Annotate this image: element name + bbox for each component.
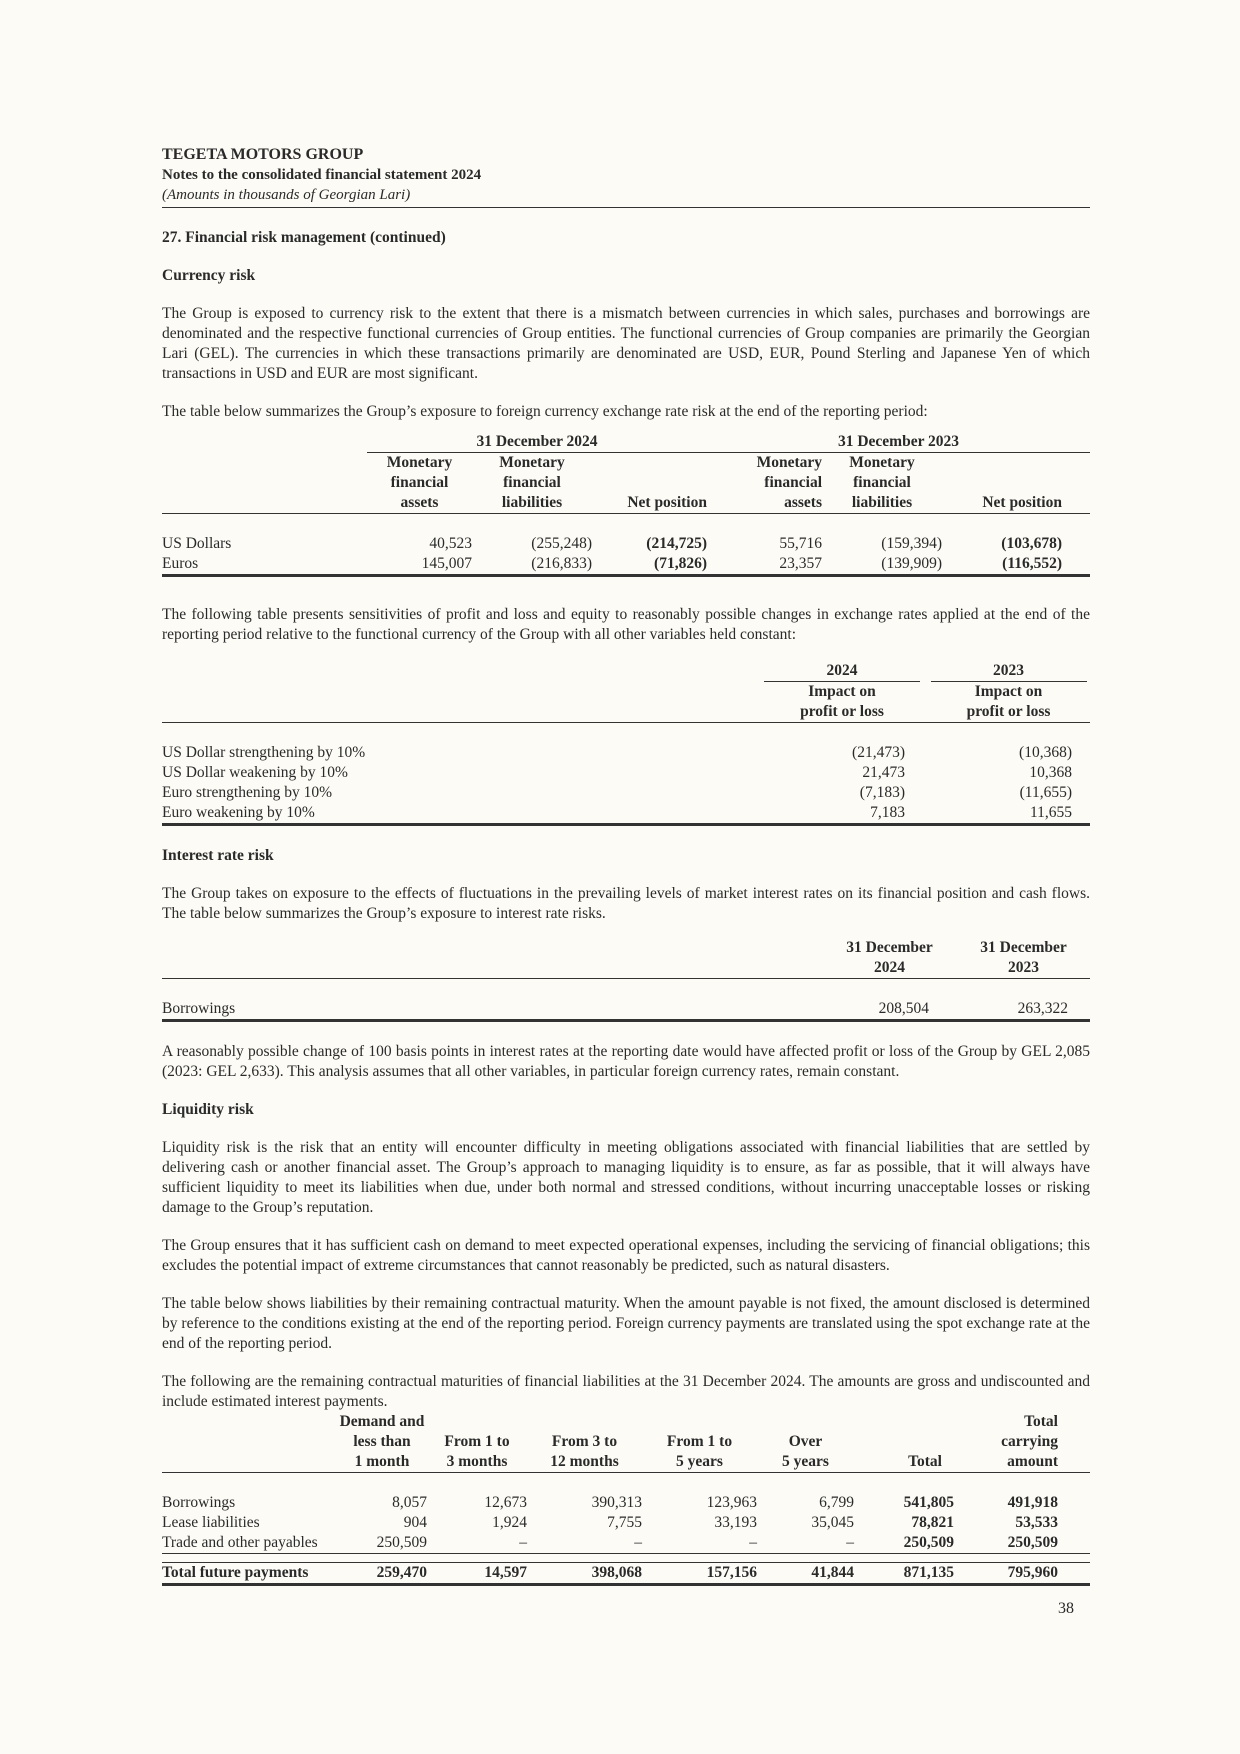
impact-2023-header — [927, 682, 1090, 723]
header-line: 2023 — [1008, 959, 1039, 976]
header-line: Monetary — [756, 454, 822, 471]
demand-header — [337, 1412, 427, 1473]
cell: 904 — [403, 1514, 427, 1531]
cell: – — [427, 1533, 527, 1554]
liquidity-risk-para-2: The Group ensures that it has sufficient cash on demand to meet expected operational expenses, including the servicing of financial obligations; this excludes the potential impact of extreme circumstances that cannot reasonably be predicted, such as natural disasters. — [162, 1237, 1090, 1274]
row-label: US Dollars — [162, 535, 232, 552]
cell: 871,135 — [854, 1563, 954, 1585]
notes-title: Notes to the consolidated financial statement 2024 — [162, 167, 482, 183]
cell: 35,045 — [811, 1514, 854, 1531]
header-line: 5 years — [676, 1453, 723, 1470]
cell: 208,504 — [822, 999, 957, 1021]
cell: 78,821 — [911, 1514, 954, 1531]
header-line: 2024 — [874, 959, 905, 976]
cell: (116,552) — [942, 554, 1062, 576]
row-label: US Dollar weakening by 10% — [162, 764, 348, 781]
year-2023-header — [927, 661, 1090, 682]
total-row — [162, 1563, 1090, 1585]
cell: (21,473) — [852, 744, 905, 761]
interest-rate-risk-heading: Interest rate risk — [162, 847, 274, 864]
header-line: Monetary — [386, 454, 453, 471]
cell: (214,725) — [646, 535, 707, 552]
sensitivity-table — [162, 661, 1090, 826]
cell: – — [527, 1533, 642, 1554]
header-line: Demand and — [339, 1413, 425, 1430]
cell: 12,673 — [484, 1494, 527, 1511]
interest-rate-risk-para-2: A reasonably possible change of 100 basis points in interest rates at the reporting date would have affected profit or loss of the Group by GEL 2,085 (2023: GEL 2,633). This analysis assumes that all other variables, in particular foreign currency rates, remain constant. — [162, 1043, 1090, 1080]
table-row — [162, 803, 1090, 825]
currency-risk-heading: Currency risk — [162, 267, 256, 284]
table-row — [162, 1493, 1090, 1513]
cell: 259,470 — [337, 1563, 427, 1585]
header-line: financial — [503, 474, 561, 491]
year-label: 2023 — [931, 661, 1087, 682]
amounts-note: (Amounts in thousands of Georgian Lari) — [162, 187, 411, 203]
cell: 398,068 — [527, 1563, 642, 1585]
header-line: Monetary — [849, 454, 915, 471]
interest-rate-table — [162, 938, 1090, 1022]
impact-2024-header — [757, 682, 927, 723]
header-line: 12 months — [550, 1453, 619, 1470]
cell: 795,960 — [954, 1563, 1058, 1585]
header-line: amount — [1007, 1453, 1058, 1470]
header-line: assets — [784, 494, 822, 511]
header-line: less than — [353, 1433, 411, 1450]
table-row — [162, 763, 1090, 783]
header-line: financial — [853, 474, 911, 491]
company-name: TEGETA MOTORS GROUP — [162, 146, 364, 163]
net-2024-header: Net position — [592, 453, 707, 514]
1-3-months-header — [427, 1412, 527, 1473]
header-line: profit or loss — [800, 703, 884, 720]
row-label: US Dollar strengthening by 10% — [162, 744, 366, 761]
header-line: liabilities — [851, 494, 913, 511]
over-5-years-header — [757, 1412, 854, 1473]
cell: – — [642, 1533, 757, 1554]
currency-exposure-table — [162, 432, 1090, 577]
cell: (139,909) — [822, 554, 942, 576]
year-2024-header — [757, 661, 927, 682]
liquidity-risk-heading: Liquidity risk — [162, 1101, 254, 1118]
page-content — [162, 145, 1090, 1586]
liquidity-risk-para-1: Liquidity risk is the risk that an entity will encounter difficulty in meeting obligations associated with financial liabilities that are settled by delivering cash or another financial asset. The Group’s approach to managing liquidity is to ensure, as far as possible, that it will always have sufficient liquidity to meet its liabilities when due, under both normal and stressed conditions, without incurring unacceptable losses or risking damage to the Group’s reputation. — [162, 1139, 1090, 1216]
period-2023-header: 31 December 2023 — [707, 432, 1090, 453]
cell: 55,716 — [779, 535, 822, 552]
cell: (103,678) — [1001, 535, 1062, 552]
header-line: financial — [764, 474, 822, 491]
header-line: 1 month — [354, 1453, 410, 1470]
header-line: 31 December — [980, 939, 1067, 956]
cell: (71,826) — [592, 554, 707, 576]
cell: 157,156 — [642, 1563, 757, 1585]
cell: 123,963 — [706, 1494, 757, 1511]
header-line: 31 December — [846, 939, 933, 956]
header-line: Total — [1024, 1413, 1058, 1430]
row-label: Borrowings — [162, 1494, 236, 1511]
header-line: liabilities — [501, 494, 563, 511]
cell: 53,533 — [1015, 1514, 1058, 1531]
page-number: 38 — [1058, 1600, 1074, 1617]
cell: (255,248) — [531, 535, 592, 552]
header-line: 5 years — [782, 1453, 829, 1470]
section-title: 27. Financial risk management (continued) — [162, 229, 446, 246]
maturity-table — [162, 1412, 1090, 1586]
dec-2024-header — [822, 938, 957, 979]
3-12-months-header — [527, 1412, 642, 1473]
assets-2024-header — [367, 453, 472, 514]
liquidity-risk-para-3: The table below shows liabilities by their remaining contractual maturity. When the amount payable is not fixed, the amount disclosed is determined by reference to the conditions existing at the end of the reporting period. Foreign currency payments are translated using the spot exchange rate at the end of the reporting period. — [162, 1295, 1090, 1352]
cell: – — [757, 1533, 854, 1554]
cell: 21,473 — [862, 764, 905, 781]
header-line: Total — [908, 1453, 942, 1470]
liabilities-2024-header — [472, 453, 592, 514]
1-5-years-header — [642, 1412, 757, 1473]
cell: 263,322 — [957, 999, 1090, 1021]
cell: (7,183) — [859, 784, 905, 801]
row-label: Euros — [162, 554, 367, 576]
table-row — [162, 743, 1090, 763]
header-line: 3 months — [446, 1453, 508, 1470]
cell: 250,509 — [854, 1533, 954, 1554]
header-divider — [162, 207, 1090, 208]
table-row — [162, 554, 1090, 576]
cell: 40,523 — [429, 535, 472, 552]
row-label: Lease liabilities — [162, 1514, 260, 1531]
cell: 250,509 — [337, 1533, 427, 1554]
cell: 10,368 — [1029, 764, 1072, 781]
cell: 33,193 — [714, 1514, 757, 1531]
header-line: assets — [400, 494, 439, 511]
year-label: 2024 — [764, 661, 920, 682]
liquidity-risk-para-4: The following are the remaining contractual maturities of financial liabilities at the 31 December 2024. The amounts are gross and undiscounted and include estimated interest payments. — [162, 1373, 1090, 1410]
assets-2023-header — [707, 453, 822, 514]
interest-rate-risk-para-1: The Group takes on exposure to the effects of fluctuations in the prevailing levels of market interest rates on its financial position and cash flows. The table below summarizes the Group’s exposure to interest rate risks. — [162, 885, 1090, 922]
cell: (159,394) — [881, 535, 942, 552]
header-line: From 1 to — [444, 1433, 510, 1450]
header-line: From 1 to — [666, 1433, 733, 1450]
row-label: Trade and other payables — [162, 1533, 337, 1554]
currency-risk-para-3: The following table presents sensitivities of profit and loss and equity to reasonably possible changes in exchange rates applied at the end of the reporting period relative to the functional currency of the Group with all other variables held constant: — [162, 606, 1090, 643]
carrying-amount-header — [954, 1412, 1058, 1473]
header-line: carrying — [1001, 1433, 1058, 1450]
currency-risk-para-1: The Group is exposed to currency risk to the extent that there is a mismatch between currencies in which sales, purchases and borrowings are denominated and the respective functional currencies of Group entities. The functional currencies of Group companies are primarily the Georgian Lari (GEL). The currencies in which these transactions primarily are denominated are USD, EUR, Pound Sterling and Japanese Yen of which transactions in USD and EUR are most significant. — [162, 305, 1090, 382]
cell: 145,007 — [367, 554, 472, 576]
header-line: Monetary — [499, 454, 565, 471]
table-row — [162, 783, 1090, 803]
cell: 8,057 — [392, 1494, 427, 1511]
total-header — [854, 1412, 954, 1473]
header-line: Impact on — [808, 683, 876, 700]
header-line: profit or loss — [966, 703, 1051, 720]
cell: 491,918 — [1007, 1494, 1058, 1511]
cell: (11,655) — [1019, 784, 1072, 801]
cell: 41,844 — [757, 1563, 854, 1585]
table-row — [162, 1513, 1090, 1533]
row-label: Euro strengthening by 10% — [162, 784, 333, 801]
table-row — [162, 534, 1090, 554]
cell: 11,655 — [927, 803, 1090, 825]
cell: 390,313 — [591, 1494, 642, 1511]
cell: 541,805 — [903, 1494, 954, 1511]
row-label: Borrowings — [162, 999, 822, 1021]
cell: 7,755 — [607, 1514, 642, 1531]
cell: 250,509 — [954, 1533, 1058, 1554]
cell: (10,368) — [1019, 744, 1072, 761]
table-row — [162, 999, 1090, 1021]
currency-risk-para-2: The table below summarizes the Group’s exposure to foreign currency exchange rate risk at the end of the reporting period: — [162, 403, 928, 420]
header-line: Over — [788, 1433, 823, 1450]
net-2023-header: Net position — [942, 453, 1062, 514]
period-2024-header: 31 December 2024 — [367, 432, 707, 453]
row-label: Total future payments — [162, 1563, 337, 1585]
cell: (216,833) — [472, 554, 592, 576]
cell: 7,183 — [757, 803, 927, 825]
header-line: Impact on — [974, 683, 1043, 700]
header-line: From 3 to — [551, 1433, 618, 1450]
cell: 6,799 — [819, 1494, 854, 1511]
cell: 23,357 — [707, 554, 822, 576]
header-line: financial — [390, 474, 449, 491]
liabilities-2023-header — [822, 453, 942, 514]
dec-2023-header — [957, 938, 1090, 979]
row-label: Euro weakening by 10% — [162, 803, 757, 825]
cell: 14,597 — [427, 1563, 527, 1585]
cell: 1,924 — [492, 1514, 527, 1531]
table-row — [162, 1533, 1090, 1554]
